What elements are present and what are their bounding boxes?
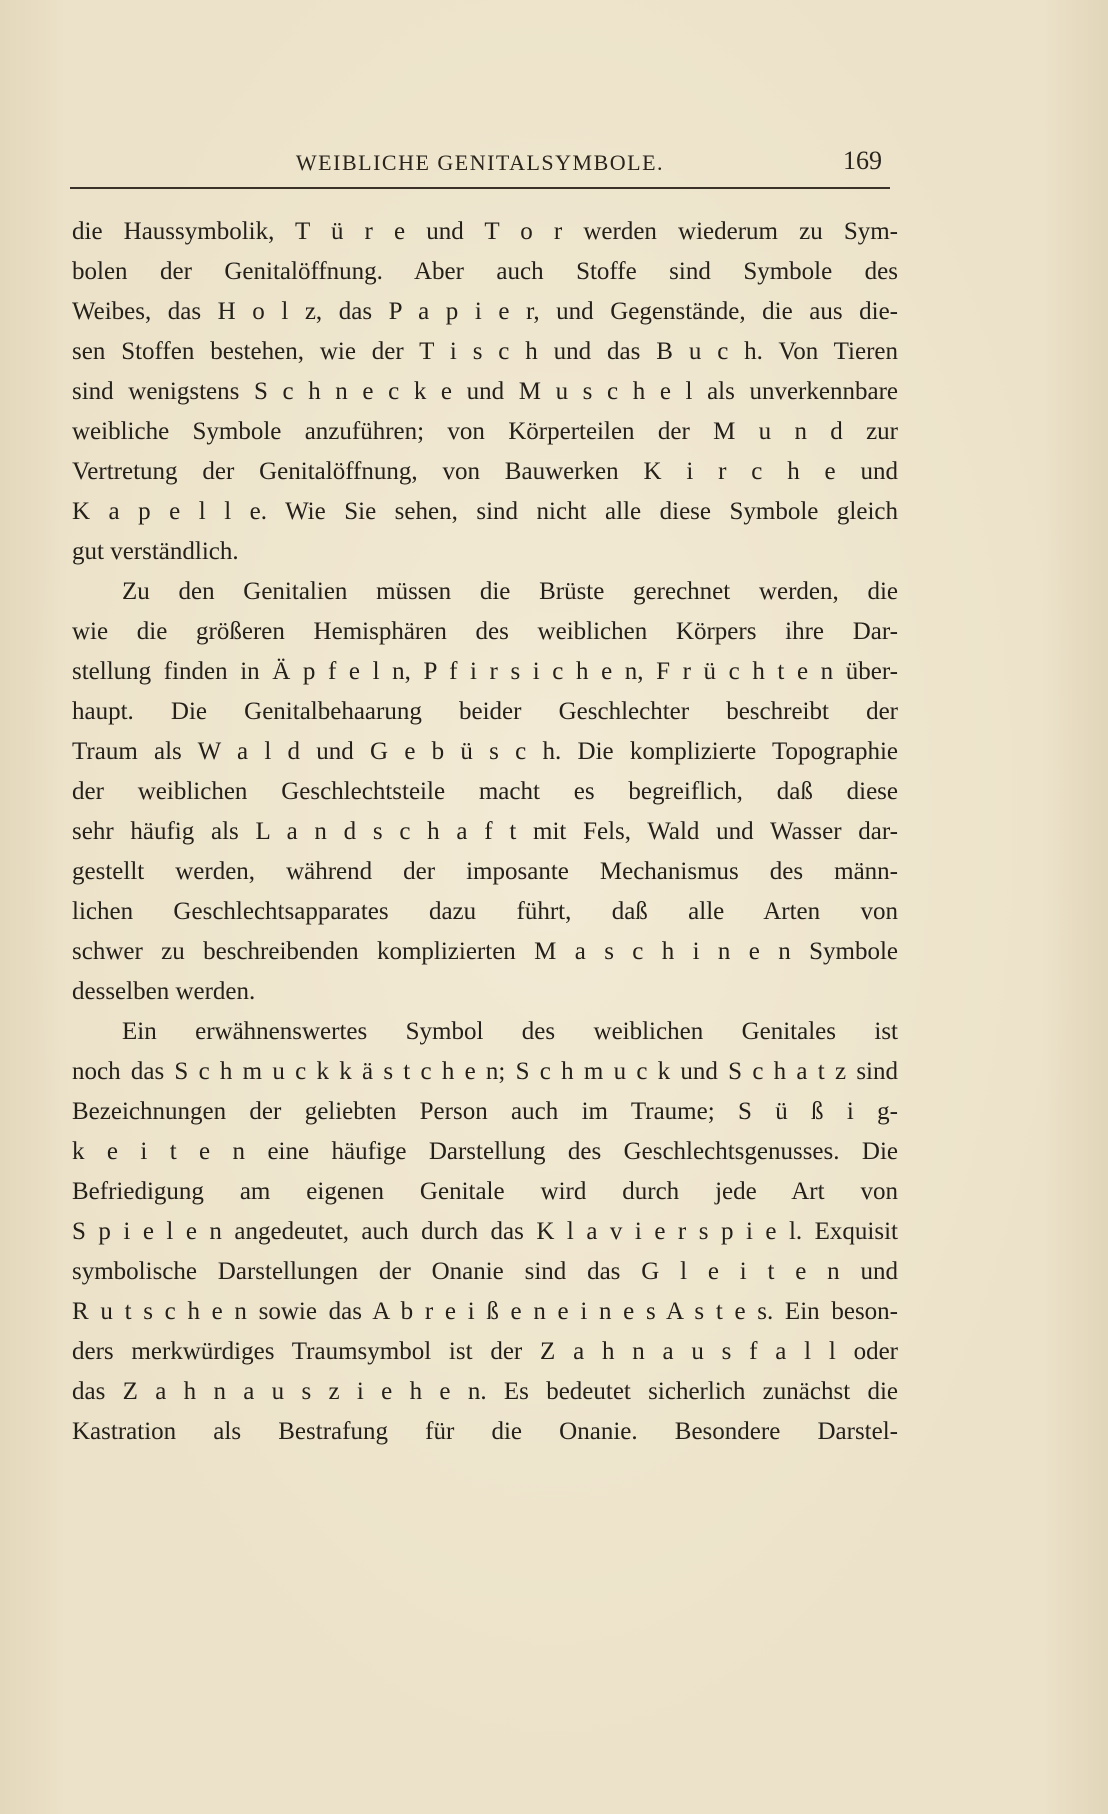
text-line: Zu den Genitalien müssen die Brüste gerechnet werden, die — [122, 578, 898, 605]
page-number: 169 — [843, 146, 882, 175]
running-header — [70, 146, 890, 186]
text-line: k e i t e n eine häufige Darstellung des Geschlechtsgenusses. Die — [72, 1138, 898, 1165]
text-line: Traum als W a l d und G e b ü s c h. Die komplizierte Topographie — [72, 738, 898, 765]
text-line: Vertretung der Genitalöffnung, von Bauwerken K i r c h e und — [72, 458, 898, 485]
text-line: Ein erwähnenswertes Symbol des weiblichen Genitales ist — [122, 1018, 898, 1045]
text-line: stellung finden in Ä p f e l n, P f i r s i c h e n, F r ü c h t e n über- — [72, 658, 898, 685]
text-line: desselben werden. — [72, 978, 256, 1005]
text-line: noch das S c h m u c k k ä s t c h e n; S c h m u c k und S c h a t z sind — [72, 1058, 898, 1085]
text-line: R u t s c h e n sowie das A b r e i ß e n e i n e s A s t e s. Ein beson- — [72, 1298, 898, 1325]
text-line: ders merkwürdiges Traumsymbol ist der Z a h n a u s f a l l oder — [72, 1338, 898, 1365]
text-line: Kastration als Bestrafung für die Onanie. Besondere Darstel- — [72, 1418, 898, 1445]
text-line: wie die größeren Hemisphären des weiblichen Körpers ihre Dar- — [72, 618, 898, 645]
text-line: sen Stoffen bestehen, wie der T i s c h und das B u c h. Von Tieren — [72, 338, 898, 365]
running-title: WEIBLICHE GENITALSYMBOLE. — [295, 150, 665, 175]
body-text — [72, 212, 898, 1452]
text-line: schwer zu beschreibenden komplizierten M a s c h i n e n Symbole — [72, 938, 898, 965]
text-line: K a p e l l e. Wie Sie sehen, sind nicht alle diese Symbole gleich — [72, 498, 898, 525]
text-line: gut verständlich. — [72, 538, 239, 565]
text-line: sind wenigstens S c h n e c k e und M u s c h e l als unverkennbare — [72, 378, 898, 405]
text-line: das Z a h n a u s z i e h e n. Es bedeutet sicherlich zunächst die — [72, 1378, 898, 1405]
header-rule — [70, 187, 890, 189]
text-line: Bezeichnungen der geliebten Person auch im Traume; S ü ß i g- — [72, 1098, 898, 1125]
text-line: Befriedigung am eigenen Genitale wird durch jede Art von — [72, 1178, 898, 1205]
text-line: der weiblichen Geschlechtsteile macht es begreiflich, daß diese — [72, 778, 898, 805]
text-line: S p i e l e n angedeutet, auch durch das K l a v i e r s p i e l. Exquisit — [72, 1218, 898, 1245]
text-line: symbolische Darstellungen der Onanie sind das G l e i t e n und — [72, 1258, 898, 1285]
text-line: bolen der Genitalöffnung. Aber auch Stoffe sind Symbole des — [72, 258, 898, 285]
text-line: sehr häufig als L a n d s c h a f t mit Fels, Wald und Wasser dar- — [72, 818, 898, 845]
text-line: haupt. Die Genitalbehaarung beider Geschlechter beschreibt der — [72, 698, 898, 725]
text-line: Weibes, das H o l z, das P a p i e r, und Gegenstände, die aus die- — [72, 298, 898, 325]
text-line: die Haussymbolik, T ü r e und T o r werden wiederum zu Sym- — [72, 218, 898, 245]
text-line: weibliche Symbole anzuführen; von Körperteilen der M u n d zur — [72, 418, 898, 445]
text-line: gestellt werden, während der imposante Mechanismus des männ- — [72, 858, 898, 885]
text-line: lichen Geschlechtsapparates dazu führt, daß alle Arten von — [72, 898, 898, 925]
